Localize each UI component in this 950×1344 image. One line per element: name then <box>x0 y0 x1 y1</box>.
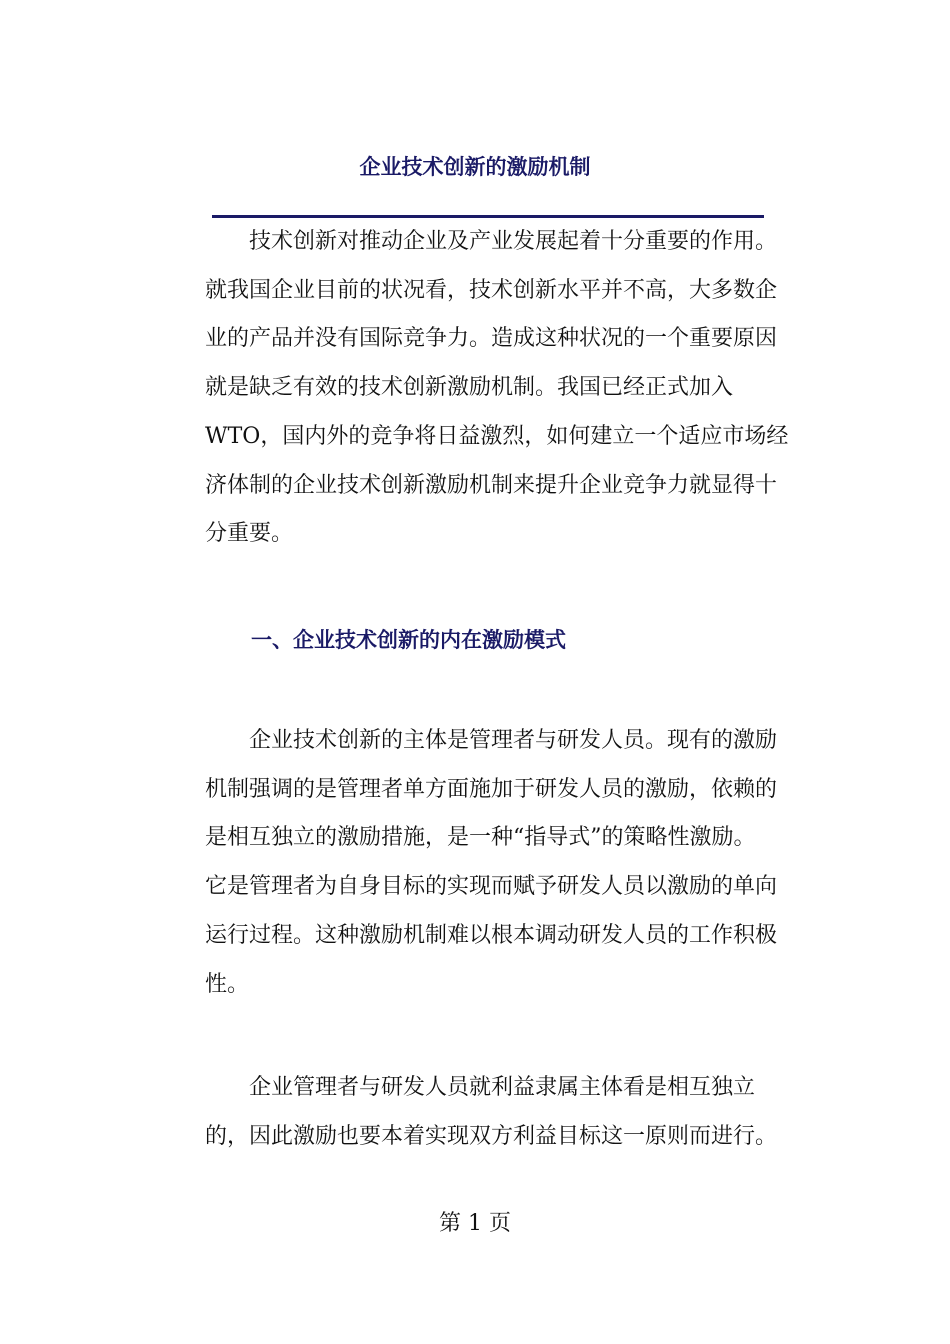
section-paragraph-1: 企业技术创新的主体是管理者与研发人员。现有的激励 机制强调的是管理者单方面施加于研发人员的激励，依赖的 是相互独立的激励措施，是一种“指导式”的策略性激励。 它是管理者为自身目标的实现而赋予研发人员以激励的单向 运行过程。这种激励机制难以根本调动研发人员的工作积极 性。 <box>205 728 778 997</box>
section-paragraph-2: 企业管理者与研发人员就利益隶属主体看是相互独立 的，因此激励也要本着实现双方利益目标这一原则而进行。 <box>205 1075 778 1149</box>
document-title: 企业技术创新的激励机制 <box>359 154 591 179</box>
intro-paragraph: 技术创新对推动企业及产业发展起着十分重要的作用。 就我国企业目前的状况看，技术创新水平并不高，大多数企 业的产品并没有国际竞争力。造成这种状况的一个重要原因 就是缺乏有效的技术创新激励机制。我国已经正式加入 WTO，国内外的竞争将日益激烈，如何建立一个适应市场经 济体制的企业技术创新激励机制来提升企业竞争力就显得十 分重要。 <box>205 229 789 547</box>
page-number: 第 1 页 <box>439 1211 511 1236</box>
section-heading: 一、企业技术创新的内在激励模式 <box>251 627 566 652</box>
